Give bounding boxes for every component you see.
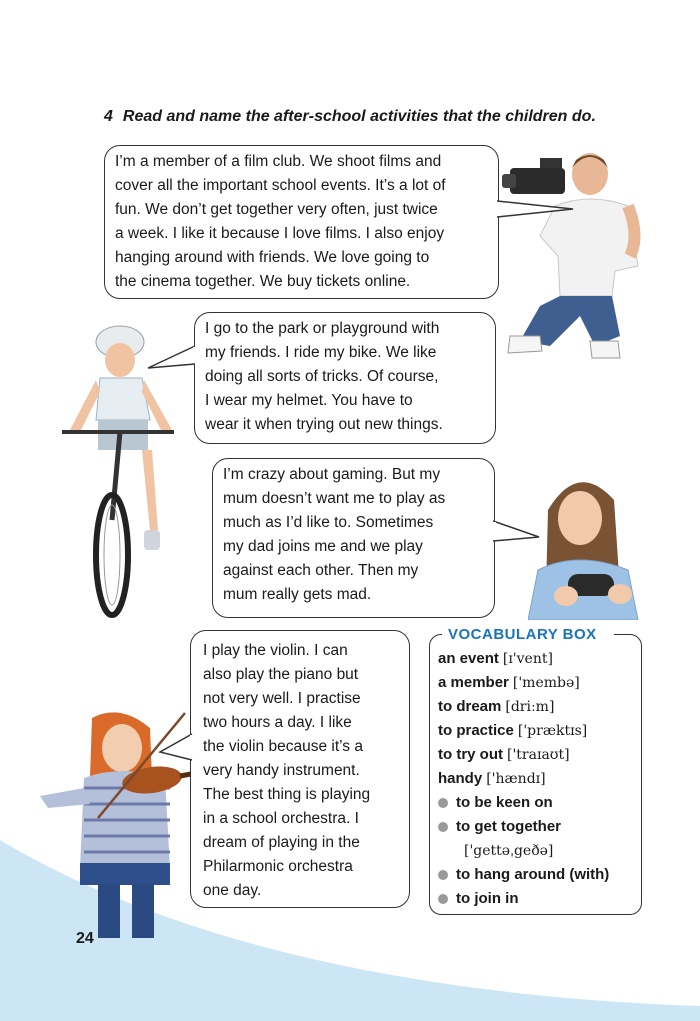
bubble-tail [158, 730, 194, 766]
speech-bubble-gaming [212, 458, 495, 618]
vocabulary-box-title: VOCABULARY BOX [448, 626, 597, 643]
bubble-line: my dad joins me and we play [223, 538, 423, 555]
bubble-line: dream of playing in the [203, 834, 360, 851]
vocab-phrase: to hang around (with) [438, 863, 635, 887]
vocab-phrase: to be keen on [438, 791, 635, 815]
bubble-line: one day. [203, 882, 262, 899]
bullet-icon [438, 870, 448, 880]
bubble-line: I go to the park or playground with [205, 320, 440, 337]
bubble-line: the cinema together. We buy tickets online. [115, 273, 411, 290]
bubble-line: also play the piano but [203, 666, 359, 683]
bubble-line: two hours a day. I like [203, 714, 352, 731]
bubble-line: much as I’d like to. Sometimes [223, 514, 434, 531]
bubble-line: a week. I like it because I love films. I also enjoy [115, 225, 445, 242]
bubble-line: mum doesn’t want me to play as [223, 490, 446, 507]
vocab-entry: to dream [driːm] [438, 698, 555, 715]
bubble-line: I wear my helmet. You have to [205, 392, 413, 409]
vocab-entry: an event [ɪ'vent] [438, 650, 553, 667]
bullet-icon [438, 894, 448, 904]
bubble-line: I’m crazy about gaming. But my [223, 466, 441, 483]
bubble-line: hanging around with friends. We love going to [115, 249, 430, 266]
vocab-phrase: to get together [438, 815, 635, 839]
task-number: 4 [104, 108, 113, 125]
vocab-entry: to try out ['traɪaʊt] [438, 746, 570, 763]
bubble-line: my friends. I ride my bike. We like [205, 344, 437, 361]
bubble-line: the violin because it’s a [203, 738, 363, 755]
bullet-icon [438, 798, 448, 808]
vocab-entry: handy ['hændɪ] [438, 770, 546, 787]
bubble-line: not very well. I practise [203, 690, 361, 707]
vocab-entry: to practice ['præktɪs] [438, 722, 588, 739]
bubble-line: cover all the important school events. It’s a lot of [115, 177, 446, 194]
girl-with-gamepad-picture [528, 470, 648, 620]
boy-with-camera-picture [500, 146, 645, 371]
bubble-line: in a school orchestra. I [203, 810, 359, 827]
vocab-phrase-transcription: ['gettəˌgeðə] [464, 843, 554, 859]
bullet-icon [438, 822, 448, 832]
vocab-phrase: to join in [438, 887, 635, 911]
bubble-tail [493, 515, 543, 555]
speech-bubble-violin [190, 630, 410, 908]
bubble-line: wear it when trying out new things. [205, 416, 443, 433]
speech-bubble-bike [194, 312, 496, 444]
task-instruction: Read and name the after-school activities that the children do. [122, 108, 596, 125]
page-number: 24 [76, 930, 94, 947]
speech-bubble-film-club [104, 145, 499, 299]
bubble-line: I play the violin. I can [203, 642, 348, 659]
bubble-line: against each other. Then my [223, 562, 419, 579]
bubble-line: I’m a member of a film club. We shoot films and [115, 153, 442, 170]
vocabulary-box [429, 634, 642, 915]
bubble-tail [497, 195, 577, 235]
bubble-line: very handy instrument. [203, 762, 360, 779]
bubble-line: The best thing is playing [203, 786, 371, 803]
bubble-line: doing all sorts of tricks. Of course, [205, 368, 439, 385]
vocab-entry: a member ['membə] [438, 674, 580, 691]
bubble-line: fun. We don’t get together very often, just twice [115, 201, 438, 218]
bubble-line: mum really gets mad. [223, 586, 372, 603]
bubble-tail [146, 340, 196, 380]
bubble-line: Philarmonic orchestra [203, 858, 353, 875]
task-heading [104, 108, 664, 126]
